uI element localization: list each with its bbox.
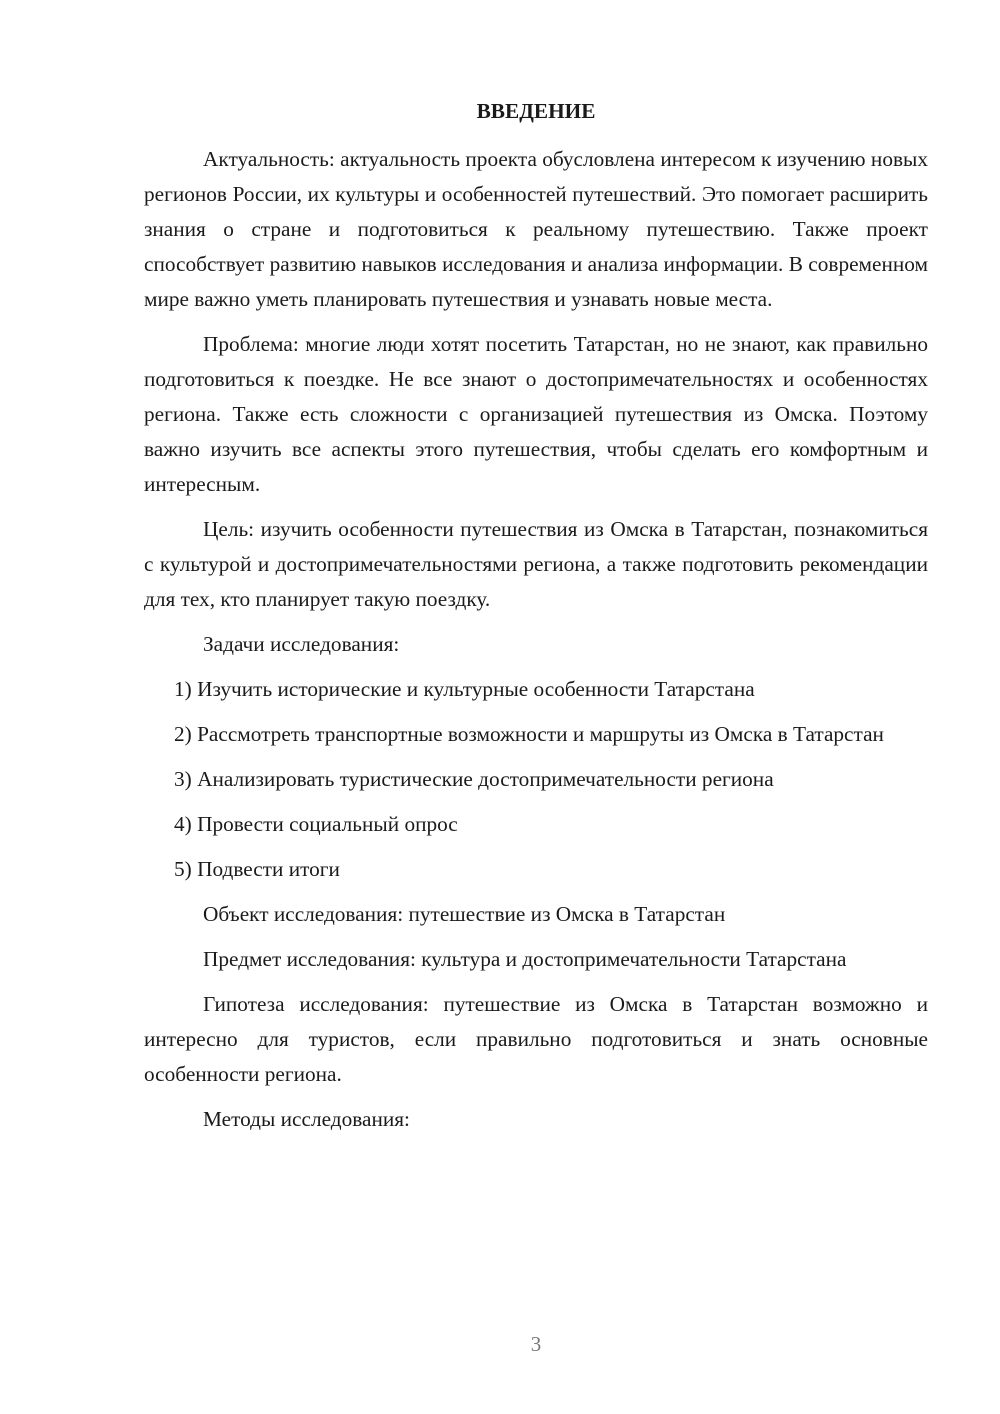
tasks-heading: Задачи исследования: [203, 632, 400, 656]
paragraph-object: Объект исследования: путешествие из Омска в Татарстан [203, 902, 726, 926]
paragraph-subject: Предмет исследования: культура и достопримечательности Татарстана [203, 947, 847, 971]
paragraph-goal: Цель: изучить особенности путешествия из Омска в Татарстан, познакомиться с культурой и достопримечательностями региона, а также подготовить рекомендации для тех, кто планирует такую поездку. [144, 517, 928, 611]
task-item-4: 4) Провести социальный опрос [174, 812, 458, 836]
paragraph-problem: Проблема: многие люди хотят посетить Татарстан, но не знают, как правильно подготовиться к поездке. Не все знают о достопримечательностях и особенностях региона. Также есть сложности с организацией путешествия из Омска. Поэтому важно изучить все аспекты этого путешествия, чтобы сделать его комфортным и интересным. [144, 332, 928, 496]
paragraph-relevance: Актуальность: актуальность проекта обусловлена интересом к изучению новых регионов России, их культуры и особенностей путешествий. Это помогает расширить знания о стране и подготовиться к реальному путешествию. Также проект способствует развитию навыков исследования и анализа информации. В современном мире важно уметь планировать путешествия и узнавать новые места. [144, 147, 928, 311]
task-item-3: 3) Анализировать туристические достопримечательности региона [174, 767, 774, 791]
task-item-5: 5) Подвести итоги [174, 857, 340, 881]
task-item-2: 2) Рассмотреть транспортные возможности и маршруты из Омска в Татарстан [174, 722, 884, 746]
task-item-1: 1) Изучить исторические и культурные особенности Татарстана [174, 677, 755, 701]
page-number: 3 [530, 1332, 542, 1356]
paragraph-hypothesis: Гипотеза исследования: путешествие из Омска в Татарстан возможно и интересно для туристов, если правильно подготовиться и знать основные особенности региона. [144, 992, 928, 1086]
section-title: ВВЕДЕНИЕ [476, 99, 596, 123]
methods-heading: Методы исследования: [203, 1107, 410, 1131]
document-page [144, 96, 928, 1137]
